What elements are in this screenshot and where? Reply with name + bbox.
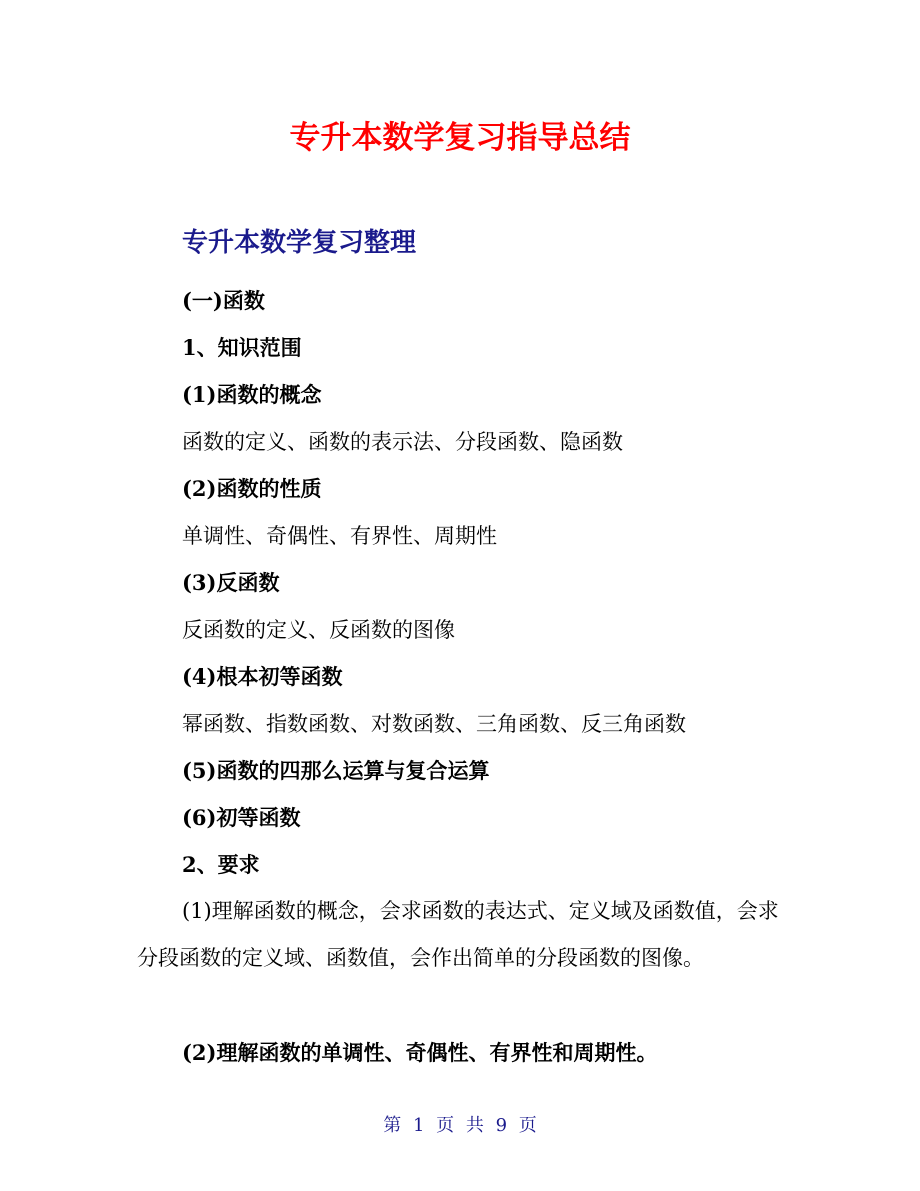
heading-requirements: 2、要求 <box>182 852 260 877</box>
heading-function-concept: (1)函数的概念 <box>182 382 322 407</box>
heading-knowledge-scope: 1、知识范围 <box>182 335 302 360</box>
text-basic-functions: 幂函数、指数函数、对数函数、三角函数、反三角函数 <box>182 712 686 736</box>
text-function-concept: 函数的定义、函数的表示法、分段函数、隐函数 <box>182 430 623 454</box>
paragraph-requirement-2: (2)理解函数的单调性、奇偶性、有界性和周期性。 <box>182 1040 658 1065</box>
heading-basic-functions: (4)根本初等函数 <box>182 664 343 689</box>
text-function-properties: 单调性、奇偶性、有界性、周期性 <box>182 524 497 548</box>
heading-elementary-functions: (6)初等函数 <box>182 805 301 830</box>
document-title: 专升本数学复习指导总结 <box>289 120 631 156</box>
section-heading: 专升本数学复习整理 <box>182 228 417 258</box>
page-number-footer: 第 1 页 共 9 页 <box>383 1115 537 1136</box>
heading-inverse-function: (3)反函数 <box>182 570 280 595</box>
heading-operations: (5)函数的四那么运算与复合运算 <box>182 758 490 783</box>
heading-function-properties: (2)函数的性质 <box>182 476 322 501</box>
heading-functions: (一)函数 <box>182 288 265 313</box>
paragraph-requirement-1: (1)理解函数的概念，会求函数的表达式、定义域及函数值，会求分段函数的定义域、函数值，会作出简单的分段函数的图像。 <box>137 899 779 970</box>
text-inverse-function: 反函数的定义、反函数的图像 <box>182 618 455 642</box>
